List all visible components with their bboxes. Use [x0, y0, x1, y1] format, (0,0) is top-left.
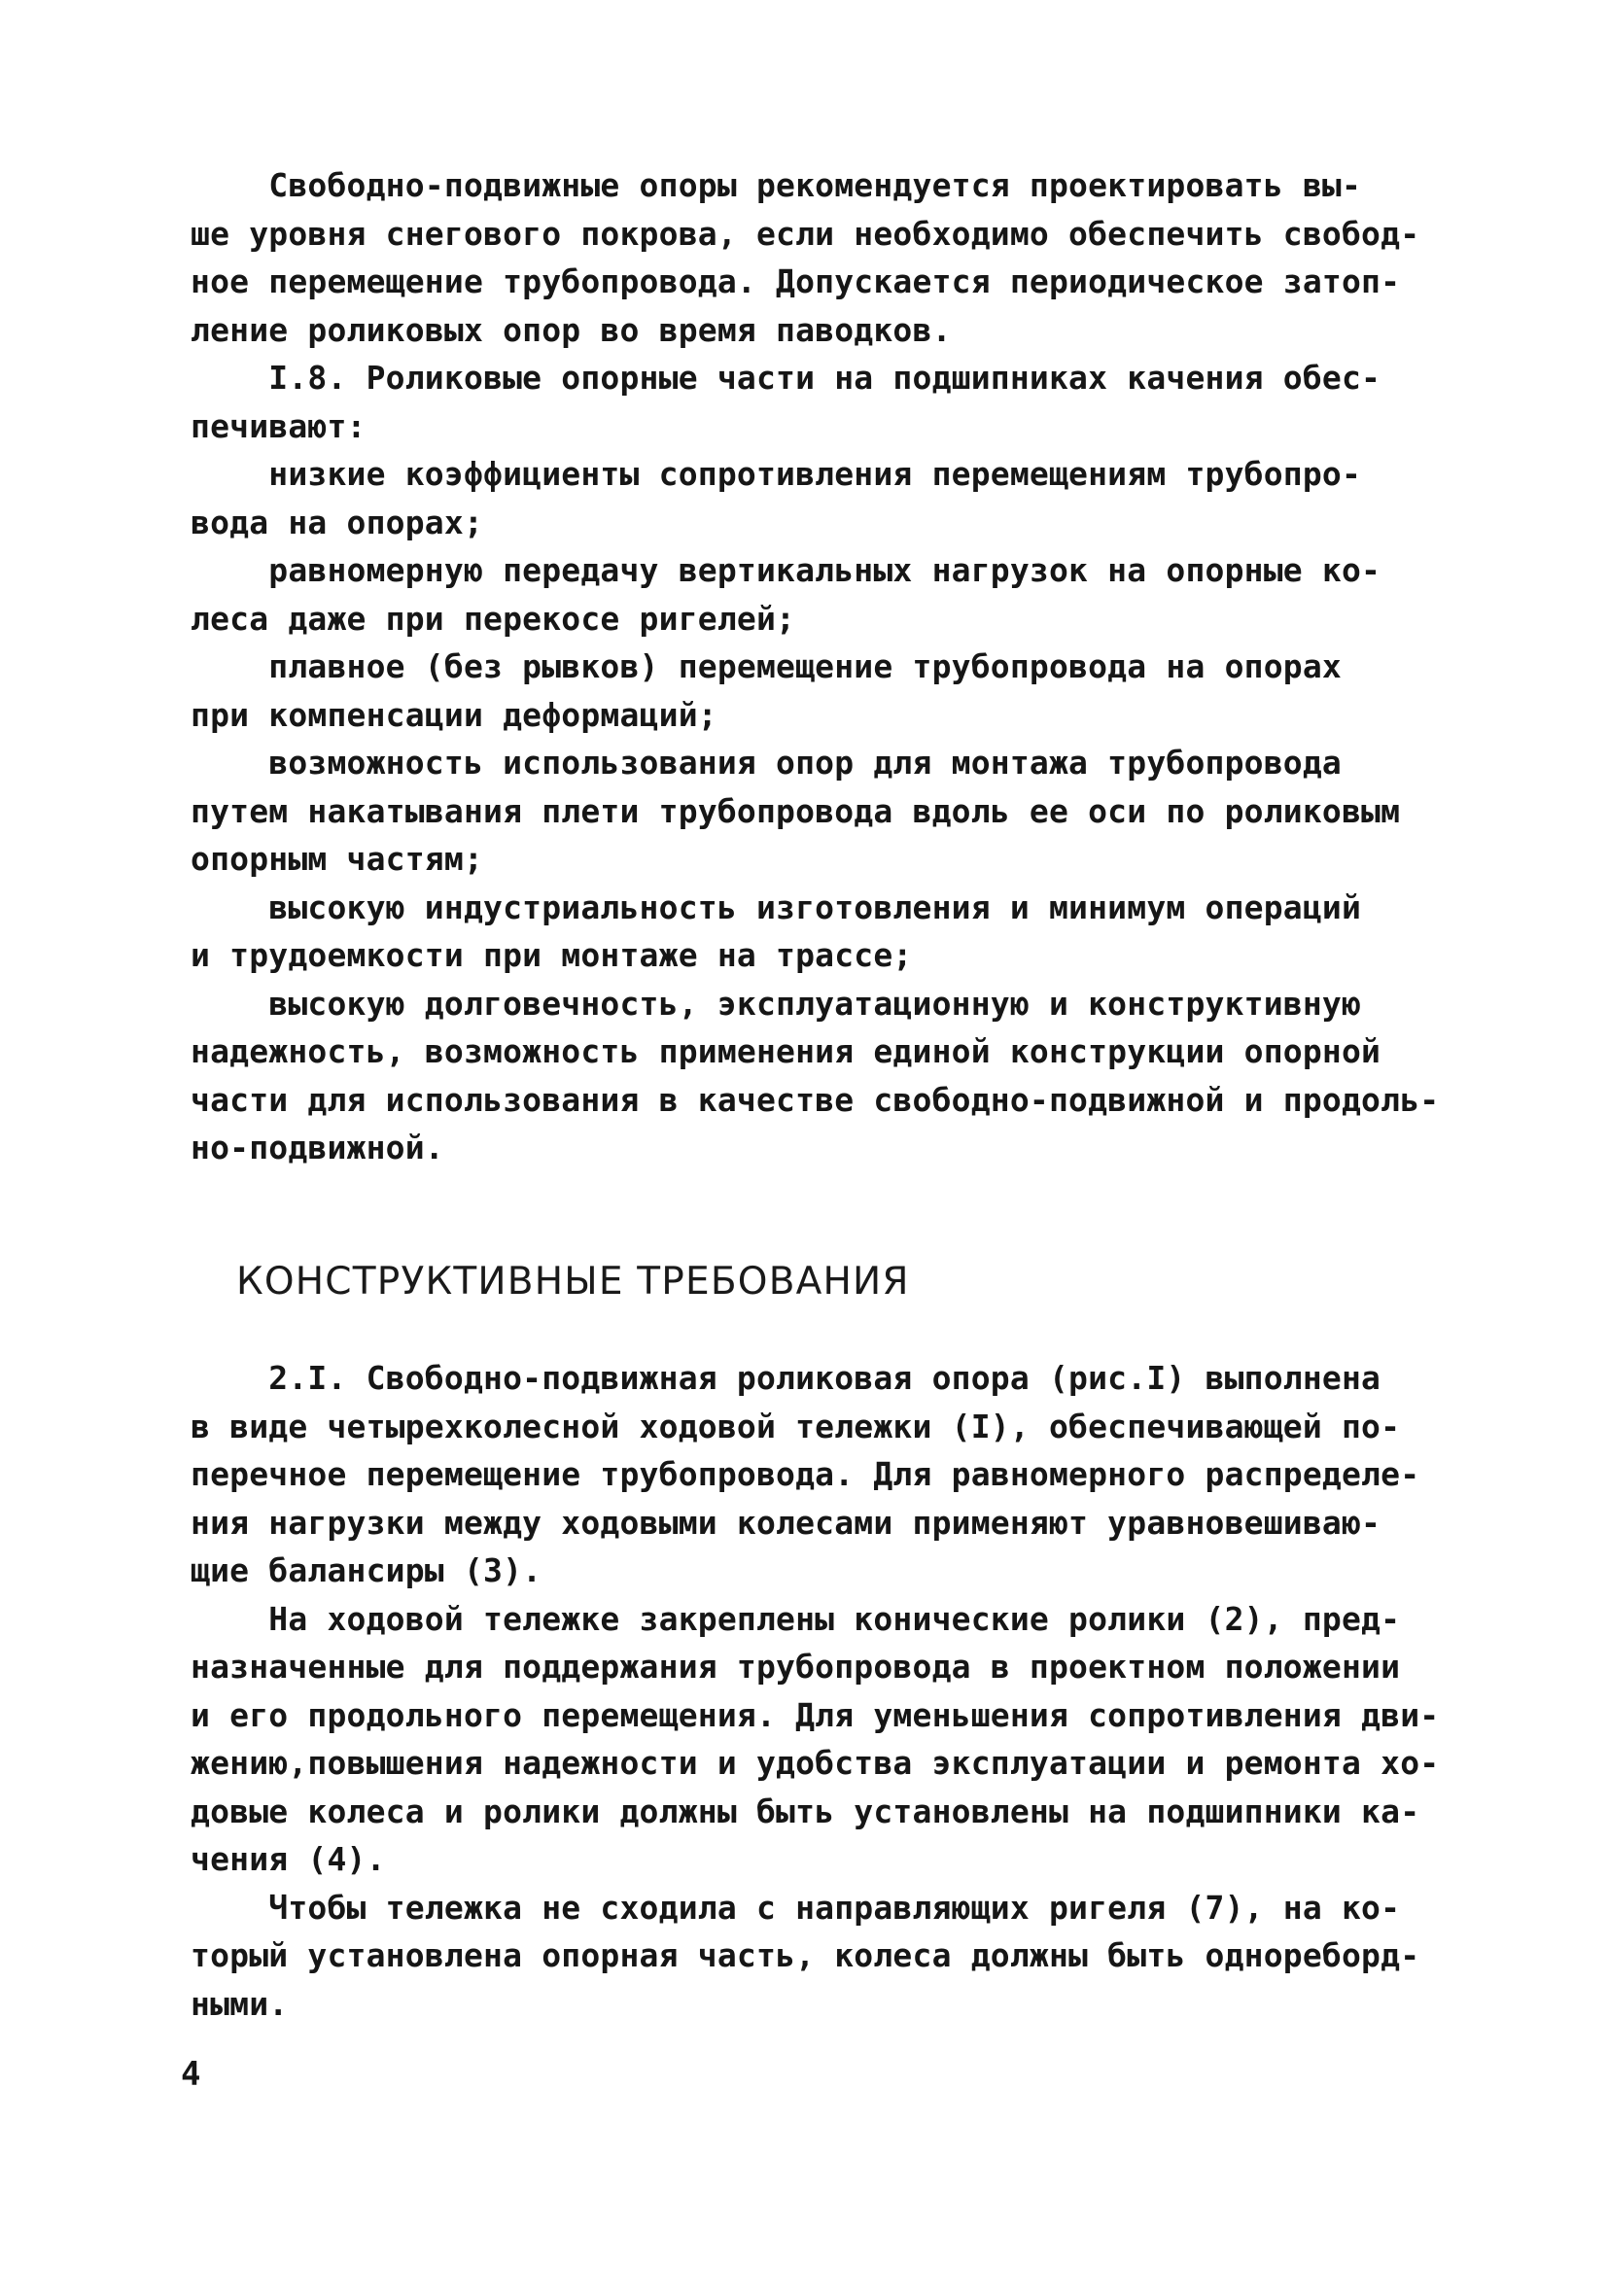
text-line: перечное перемещение трубопровода. Для равномерного распределе-: [191, 1455, 1420, 1493]
text-block-opory: [191, 161, 1439, 1172]
text-line: ное перемещение трубопровода. Допускается периодическое затоп-: [191, 262, 1401, 300]
text-line: возможность использования опор для монтажа трубопровода: [191, 744, 1342, 782]
text-line: равномерную передачу вертикальных нагрузок на опорные ко-: [191, 551, 1381, 589]
text-line: довые колеса и ролики должны быть установлены на подшипники ка-: [191, 1792, 1420, 1830]
text-line: ление роликовых опор во время паводков.: [191, 310, 952, 349]
text-line: плавное (без рывков) перемещение трубопровода на опорах: [191, 647, 1342, 685]
text-line: но-подвижной.: [191, 1129, 444, 1166]
text-line: леса даже при перекосе ригелей;: [191, 599, 796, 638]
text-line: части для использования в качестве свободно-подвижной и продоль-: [191, 1080, 1440, 1119]
text-line: надежность, возможность применения единой конструкции опорной: [191, 1032, 1381, 1070]
text-line: вода на опорах;: [191, 503, 484, 541]
text-line: печивают:: [191, 406, 367, 445]
text-line: Чтобы тележка не сходила с направляющих ригеля (7), на ко-: [191, 1888, 1401, 1927]
page-number: 4: [181, 2055, 201, 2094]
text-line: Свободно-подвижные опоры рекомендуется проектировать вы-: [191, 166, 1362, 204]
text-line: в виде четырехколесной ходовой тележки (I), обеспечивающей по-: [191, 1407, 1401, 1445]
text-line: жению,повышения надежности и удобства эксплуатации и ремонта хо-: [191, 1744, 1440, 1782]
text-line: путем накатывания плети трубопровода вдоль ее оси по роликовым: [191, 791, 1401, 830]
text-line: и его продольного перемещения. Для уменьшения сопротивления дви-: [191, 1695, 1440, 1734]
text-line: низкие коэффициенты сопротивления перемещениям трубопро-: [191, 455, 1362, 493]
text-line: чения (4).: [191, 1840, 386, 1878]
text-line: при компенсации деформаций;: [191, 695, 717, 734]
text-line: назначенные для поддержания трубопровода в проектном положении: [191, 1648, 1401, 1686]
text-line: торый установлена опорная часть, колеса должны быть однореборд-: [191, 1936, 1420, 1974]
text-line: и трудоемкости при монтаже на трассе;: [191, 936, 913, 974]
text-block-trebovaniya: [191, 1354, 1439, 2028]
text-line: опорным частям;: [191, 840, 484, 878]
text-line: щие балансиры (3).: [191, 1551, 542, 1589]
text-line: ния нагрузки между ходовыми колесами применяют уравновешиваю-: [191, 1503, 1381, 1542]
text-line: высокую индустриальность изготовления и минимум операций: [191, 887, 1362, 926]
text-line: I.8. Роликовые опорные части на подшипниках качения обес-: [191, 359, 1381, 397]
text-line: 2.I. Свободно-подвижная роликовая опора (рис.I) выполнена: [191, 1359, 1381, 1397]
section-heading: КОНСТРУКТИВНЫЕ ТРЕБОВАНИЯ: [236, 1260, 910, 1304]
text-line: высокую долговечность, эксплуатационную и конструктивную: [191, 984, 1362, 1023]
text-line: ными.: [191, 1984, 289, 2023]
text-line: ше уровня снегового покрова, если необходимо обеспечить свобод-: [191, 214, 1420, 253]
text-line: На ходовой тележке закреплены конические ролики (2), пред-: [191, 1599, 1401, 1638]
